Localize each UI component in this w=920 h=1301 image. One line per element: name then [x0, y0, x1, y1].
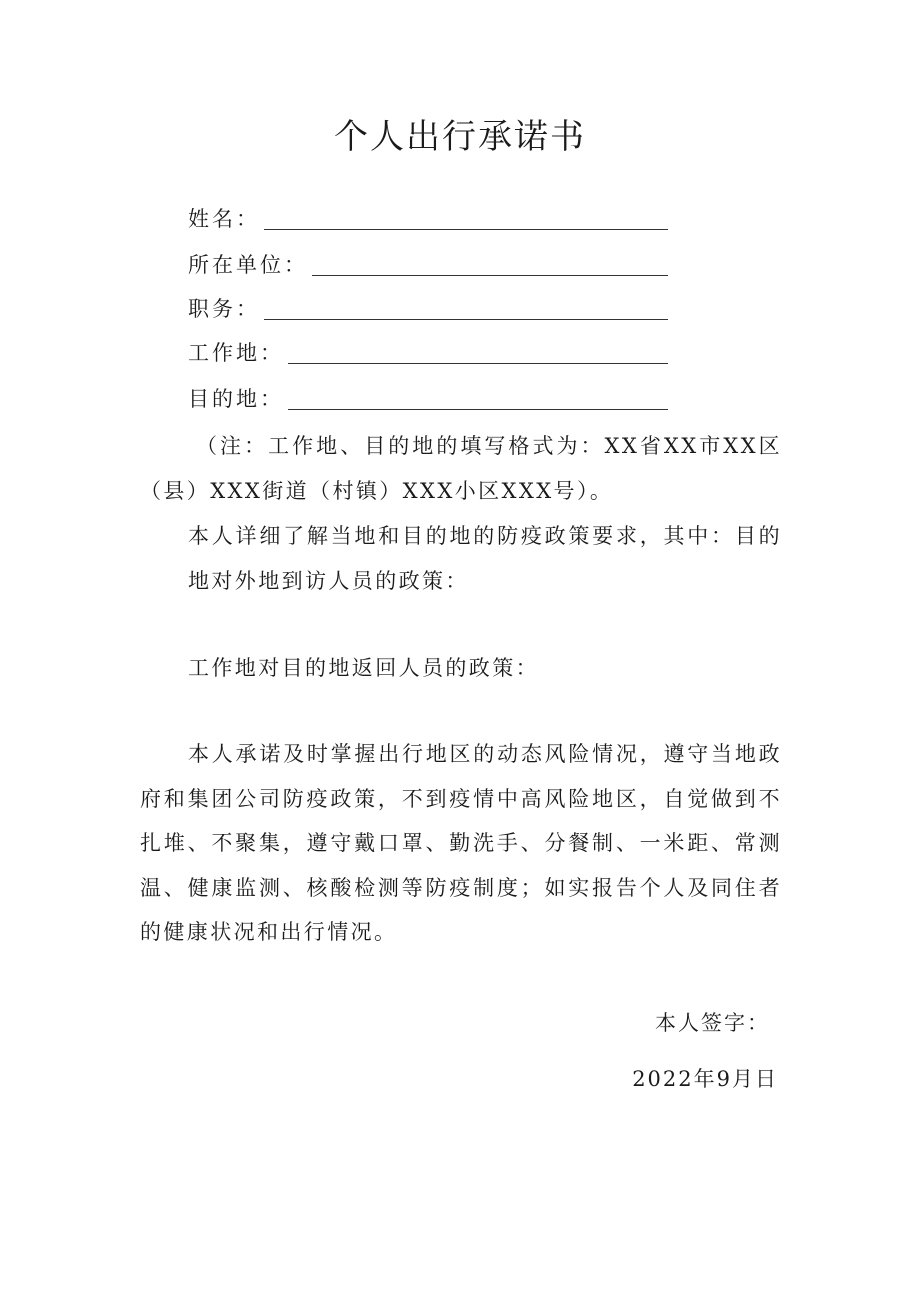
signature-label: 本人签字：: [655, 1011, 770, 1035]
name-field: [188, 200, 668, 234]
format-note: （注：工作地、目的地的填写格式为：XX省XX市XX区（县）XXX街道（村镇）XXX小区XXX号）。: [140, 434, 782, 503]
name-label: 姓名：: [188, 207, 260, 231]
date-line: 2022年9月日: [632, 1067, 778, 1091]
destination-field: [188, 380, 668, 414]
organization-label: 所在单位：: [188, 253, 308, 277]
commitment-paragraph: 本人承诺及时掌握出行地区的动态风险情况，遵守当地政府和集团公司防疫政策，不到疫情中高风险地区，自觉做到不扎堆、不聚集，遵守戴口罩、勤洗手、分餐制、一米距、常测温、健康监测、核酸检测等防疫制度；如实报告个人及同住者的健康状况和出行情况。: [140, 742, 782, 944]
organization-field: [188, 246, 668, 280]
destination-label: 目的地：: [188, 387, 284, 411]
position-input-line[interactable]: [264, 297, 668, 320]
document-title: 个人出行承诺书: [334, 117, 586, 157]
return-policy: 工作地对目的地返回人员的政策：: [188, 656, 539, 680]
position-field: [188, 290, 668, 324]
destination-input-line[interactable]: [288, 387, 668, 410]
position-label: 职务：: [188, 297, 260, 321]
organization-input-line[interactable]: [312, 253, 668, 276]
policy-intro: 本人详细了解当地和目的地的防疫政策要求，其中：目的地对外地到访人员的政策：: [188, 524, 782, 593]
workplace-label: 工作地：: [188, 341, 284, 365]
workplace-input-line[interactable]: [288, 341, 668, 364]
workplace-field: [188, 334, 668, 368]
name-input-line[interactable]: [264, 207, 668, 230]
